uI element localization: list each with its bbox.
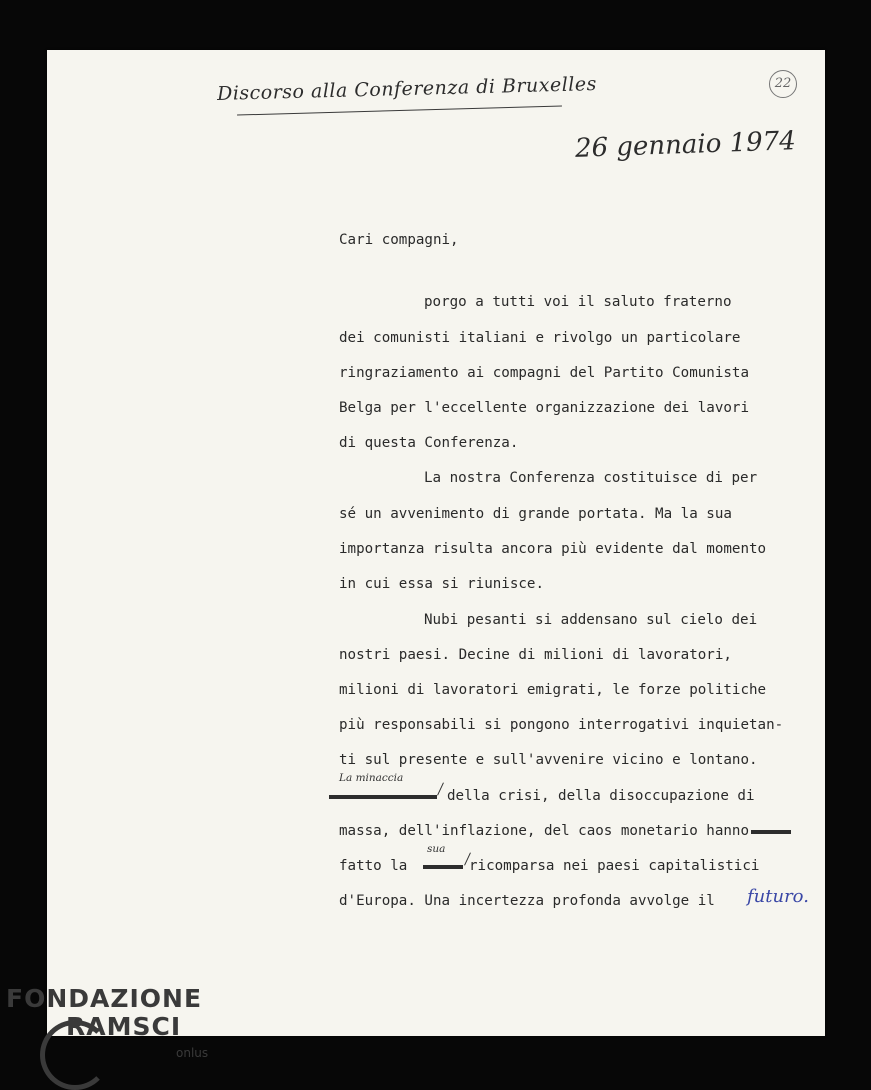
document-page — [47, 50, 825, 1036]
page-number: 22 — [769, 70, 797, 98]
text-line-9: in cui essa si riunisce. — [339, 576, 544, 592]
text-line-16: massa, dell'inflazione, del caos monetario hanno — [339, 823, 749, 839]
text-line-5: di questa Conferenza. — [339, 435, 519, 451]
watermark-line-2: RAMSCI — [66, 1012, 182, 1041]
text-line-1: porgo a tutti voi il saluto fraterno — [424, 294, 732, 310]
text-line-17a: fatto la — [339, 858, 408, 874]
handwritten-blue-word: futuro. — [747, 886, 809, 907]
insertion-mark-1 — [437, 782, 444, 795]
text-line-10: Nubi pesanti si addensano sul cielo dei — [424, 612, 758, 628]
strikethrough-2 — [751, 830, 791, 834]
text-line-14: ti sul presente e sull'avvenire vicino e lontano. — [339, 752, 758, 768]
title-underline — [237, 105, 562, 115]
text-line-12: milioni di lavoratori emigrati, le forze politiche — [339, 682, 767, 698]
salutation: Cari compagni, — [339, 232, 459, 248]
text-line-4: Belga per l'eccellente organizzazione dei lavori — [339, 400, 749, 416]
text-line-18: d'Europa. Una incertezza profonda avvolge il — [339, 893, 715, 909]
watermark-line-1: FONDAZIONE — [6, 984, 203, 1013]
handwritten-insertion-2: sua — [427, 843, 446, 855]
handwritten-date: 26 gennaio 1974 — [574, 126, 797, 164]
handwritten-insertion-1: La minaccia — [339, 772, 404, 784]
text-line-15: della crisi, della disoccupazione di — [447, 788, 755, 804]
text-line-7: sé un avvenimento di grande portata. Ma la sua — [339, 506, 732, 522]
text-line-3: ringraziamento ai compagni del Partito Comunista — [339, 365, 749, 381]
text-line-11: nostri paesi. Decine di milioni di lavoratori, — [339, 647, 732, 663]
watermark-sub: onlus — [176, 1046, 209, 1060]
text-line-6: La nostra Conferenza costituisce di per — [424, 470, 758, 486]
strikethrough-1 — [329, 795, 437, 799]
text-line-17b: ricomparsa nei paesi capitalistici — [469, 858, 760, 874]
text-line-13: più responsabili si pongono interrogativi inquietan- — [339, 717, 784, 733]
text-line-2: dei comunisti italiani e rivolgo un particolare — [339, 330, 741, 346]
watermark — [6, 985, 202, 1041]
handwritten-title: Discorso alla Conferenza di Bruxelles — [216, 73, 598, 105]
text-line-8: importanza risulta ancora più evidente dal momento — [339, 541, 767, 557]
strikethrough-3 — [423, 865, 463, 869]
